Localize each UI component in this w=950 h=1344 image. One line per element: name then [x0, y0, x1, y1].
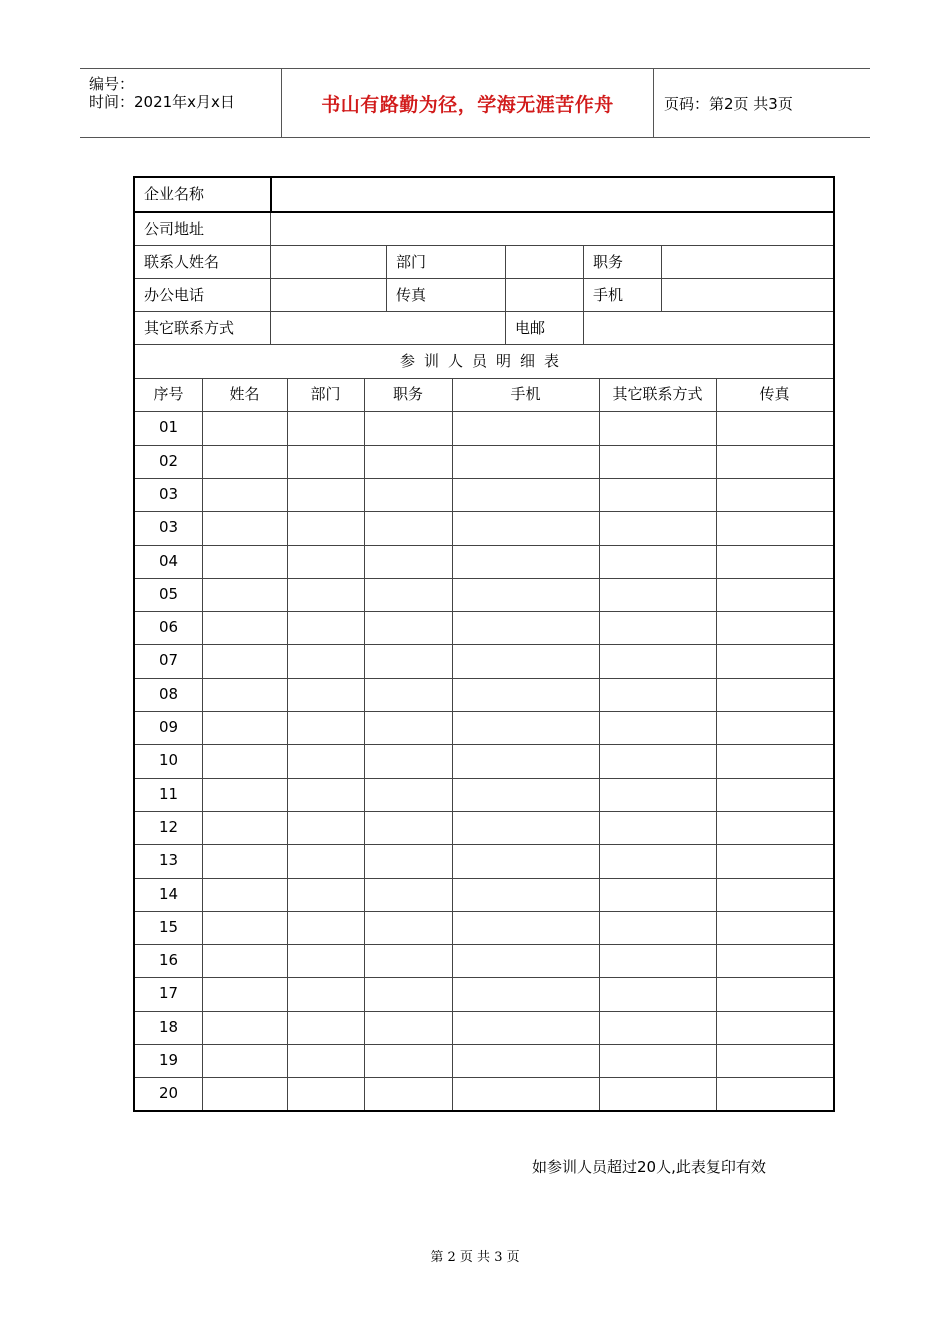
cell-department[interactable]	[287, 744, 364, 777]
grid-line	[599, 378, 600, 1110]
grid-line	[583, 245, 584, 344]
cell-fax[interactable]	[716, 778, 833, 811]
grid-line	[135, 611, 833, 612]
contact-department-field[interactable]	[506, 246, 584, 279]
cell-mobile[interactable]	[452, 878, 599, 911]
cell-mobile[interactable]	[452, 977, 599, 1010]
cell-department[interactable]	[287, 678, 364, 711]
cell-mobile[interactable]	[452, 445, 599, 478]
grid-line	[135, 744, 833, 745]
cell-position[interactable]	[364, 1077, 452, 1110]
fax-label: 传真	[396, 286, 427, 304]
cell-department[interactable]	[287, 411, 364, 444]
cell-department[interactable]	[287, 445, 364, 478]
cell-mobile[interactable]	[452, 411, 599, 444]
cell-mobile[interactable]	[452, 478, 599, 511]
grid-line	[135, 1044, 833, 1045]
column-header-fax: 传真	[759, 385, 790, 403]
cell-mobile[interactable]	[452, 711, 599, 744]
cell-position[interactable]	[364, 411, 452, 444]
cell-name[interactable]	[202, 744, 287, 777]
grid-line	[135, 378, 833, 379]
cell-position[interactable]	[364, 711, 452, 744]
grid-line	[270, 213, 271, 344]
cell-other-contact[interactable]	[599, 911, 716, 944]
email-label: 电邮	[515, 319, 546, 337]
row-number: 02	[158, 451, 179, 470]
cell-other-contact[interactable]	[599, 944, 716, 977]
cell-fax[interactable]	[716, 1044, 833, 1077]
cell-department[interactable]	[287, 944, 364, 977]
grid-line	[135, 1077, 833, 1078]
cell-position[interactable]	[364, 944, 452, 977]
cell-name[interactable]	[202, 545, 287, 578]
grid-line	[135, 844, 833, 845]
grid-line	[270, 178, 272, 212]
cell-name[interactable]	[202, 711, 287, 744]
cell-position[interactable]	[364, 778, 452, 811]
grid-line	[716, 378, 717, 1110]
cell-other-contact[interactable]	[599, 1044, 716, 1077]
cell-fax[interactable]	[716, 878, 833, 911]
grid-line	[135, 678, 833, 679]
cell-fax[interactable]	[716, 744, 833, 777]
cell-fax[interactable]	[716, 911, 833, 944]
cell-other-contact[interactable]	[599, 644, 716, 677]
grid-line	[135, 311, 833, 312]
row-number: 18	[158, 1017, 179, 1036]
cell-fax[interactable]	[716, 1011, 833, 1044]
cell-fax[interactable]	[716, 411, 833, 444]
cell-mobile[interactable]	[452, 678, 599, 711]
grid-line	[135, 211, 833, 213]
cell-position[interactable]	[364, 578, 452, 611]
cell-department[interactable]	[287, 778, 364, 811]
grid-line	[135, 344, 833, 345]
grid-line	[135, 811, 833, 812]
cell-department[interactable]	[287, 511, 364, 544]
registration-form	[133, 176, 835, 1112]
cell-mobile[interactable]	[452, 1011, 599, 1044]
cell-department[interactable]	[287, 1011, 364, 1044]
cell-name[interactable]	[202, 977, 287, 1010]
contact-name-label: 联系人姓名	[144, 253, 220, 271]
office-phone-label: 办公电话	[144, 286, 205, 304]
row-number: 08	[158, 684, 179, 703]
cell-name[interactable]	[202, 511, 287, 544]
grid-line	[505, 245, 506, 344]
cell-fax[interactable]	[716, 445, 833, 478]
row-number: 03	[158, 518, 179, 537]
cell-other-contact[interactable]	[599, 811, 716, 844]
document-time-label: 时间：2021年x月x日	[89, 93, 235, 111]
cell-department[interactable]	[287, 1077, 364, 1110]
mobile-field[interactable]	[662, 279, 833, 312]
page-code: 页码：第2页 共3页	[664, 94, 793, 113]
cell-name[interactable]	[202, 411, 287, 444]
cell-position[interactable]	[364, 911, 452, 944]
cell-name[interactable]	[202, 1044, 287, 1077]
other-contact-field[interactable]	[271, 312, 506, 345]
cell-fax[interactable]	[716, 611, 833, 644]
row-number: 16	[158, 951, 179, 970]
cell-other-contact[interactable]	[599, 744, 716, 777]
cell-position[interactable]	[364, 511, 452, 544]
cell-fax[interactable]	[716, 977, 833, 1010]
cell-other-contact[interactable]	[599, 545, 716, 578]
row-number: 12	[158, 817, 179, 836]
cell-name[interactable]	[202, 578, 287, 611]
grid-line	[135, 778, 833, 779]
row-number: 09	[158, 718, 179, 736]
cell-fax[interactable]	[716, 944, 833, 977]
column-header-name: 姓名	[229, 385, 260, 403]
cell-mobile[interactable]	[452, 778, 599, 811]
row-number: 19	[158, 1051, 179, 1069]
other-contact-label: 其它联系方式	[144, 319, 235, 337]
column-header-position: 职务	[392, 385, 423, 403]
company-name-label: 企业名称	[144, 185, 205, 203]
grid-line	[135, 711, 833, 712]
row-number: 20	[158, 1084, 179, 1103]
cell-other-contact[interactable]	[599, 611, 716, 644]
cell-other-contact[interactable]	[599, 778, 716, 811]
grid-line	[135, 445, 833, 446]
contact-position-label: 职务	[593, 253, 624, 271]
office-phone-field[interactable]	[271, 279, 387, 312]
cell-name[interactable]	[202, 1077, 287, 1110]
cell-mobile[interactable]	[452, 511, 599, 544]
cell-position[interactable]	[364, 878, 452, 911]
copy-note: 如参训人员超过20人,此表复印有效	[532, 1158, 766, 1176]
cell-position[interactable]	[364, 744, 452, 777]
mobile-label: 手机	[593, 286, 624, 304]
cell-mobile[interactable]	[452, 744, 599, 777]
cell-position[interactable]	[364, 811, 452, 844]
cell-department[interactable]	[287, 478, 364, 511]
grid-line	[135, 511, 833, 512]
cell-department[interactable]	[287, 578, 364, 611]
cell-other-contact[interactable]	[599, 977, 716, 1010]
cell-name[interactable]	[202, 445, 287, 478]
grid-line	[135, 944, 833, 945]
cell-fax[interactable]	[716, 844, 833, 877]
grid-line	[135, 977, 833, 978]
column-header-mobile: 手机	[510, 385, 541, 403]
cell-name[interactable]	[202, 844, 287, 877]
row-number: 05	[158, 584, 179, 603]
row-number: 03	[158, 484, 179, 503]
grid-line	[135, 644, 833, 645]
cell-other-contact[interactable]	[599, 844, 716, 877]
cell-department[interactable]	[287, 911, 364, 944]
cell-position[interactable]	[364, 644, 452, 677]
cell-other-contact[interactable]	[599, 678, 716, 711]
grid-line	[287, 378, 288, 1110]
cell-fax[interactable]	[716, 545, 833, 578]
cell-name[interactable]	[202, 811, 287, 844]
contact-department-label: 部门	[396, 253, 427, 271]
grid-line	[135, 1011, 833, 1012]
row-number: 01	[158, 418, 179, 437]
cell-mobile[interactable]	[452, 1077, 599, 1110]
cell-department[interactable]	[287, 977, 364, 1010]
row-number: 13	[158, 851, 179, 870]
company-name-field[interactable]	[272, 178, 833, 211]
cell-mobile[interactable]	[452, 844, 599, 877]
grid-line	[135, 245, 833, 246]
cell-name[interactable]	[202, 944, 287, 977]
cell-name[interactable]	[202, 478, 287, 511]
grid-line	[452, 378, 453, 1110]
grid-line	[364, 378, 365, 1110]
column-header-other-contact: 其它联系方式	[612, 385, 703, 403]
cell-name[interactable]	[202, 878, 287, 911]
cell-department[interactable]	[287, 611, 364, 644]
contact-position-field[interactable]	[662, 246, 833, 279]
cell-position[interactable]	[364, 545, 452, 578]
cell-position[interactable]	[364, 977, 452, 1010]
cell-position[interactable]	[364, 844, 452, 877]
address-label: 公司地址	[144, 220, 205, 238]
grid-line	[135, 911, 833, 912]
row-number: 11	[158, 784, 179, 803]
cell-position[interactable]	[364, 1011, 452, 1044]
cell-other-contact[interactable]	[599, 478, 716, 511]
grid-line	[135, 578, 833, 579]
cell-fax[interactable]	[716, 511, 833, 544]
grid-line	[135, 545, 833, 546]
cell-fax[interactable]	[716, 678, 833, 711]
cell-name[interactable]	[202, 678, 287, 711]
cell-name[interactable]	[202, 778, 287, 811]
grid-line	[135, 278, 833, 279]
cell-mobile[interactable]	[452, 811, 599, 844]
email-field[interactable]	[585, 312, 833, 345]
grid-line	[386, 245, 387, 311]
page-footer: 第 2 页 共 3 页	[430, 1250, 520, 1265]
cell-fax[interactable]	[716, 644, 833, 677]
cell-mobile[interactable]	[452, 578, 599, 611]
cell-position[interactable]	[364, 678, 452, 711]
cell-position[interactable]	[364, 611, 452, 644]
grid-line	[135, 478, 833, 479]
address-field[interactable]	[271, 213, 833, 246]
cell-name[interactable]	[202, 1011, 287, 1044]
cell-department[interactable]	[287, 811, 364, 844]
cell-position[interactable]	[364, 1044, 452, 1077]
cell-other-contact[interactable]	[599, 878, 716, 911]
row-number: 17	[158, 984, 179, 1003]
row-number: 07	[158, 651, 179, 670]
cell-name[interactable]	[202, 611, 287, 644]
contact-name-field[interactable]	[271, 246, 387, 279]
header-motto-cell	[282, 69, 654, 137]
cell-mobile[interactable]	[452, 944, 599, 977]
cell-department[interactable]	[287, 844, 364, 877]
cell-fax[interactable]	[716, 578, 833, 611]
table-title-text: 参训人员明细表	[399, 352, 568, 370]
cell-mobile[interactable]	[452, 545, 599, 578]
motto: 书山有路勤为径，学海无涯苦作舟	[321, 93, 614, 116]
cell-department[interactable]	[287, 1044, 364, 1077]
header-info	[80, 69, 282, 137]
cell-other-contact[interactable]	[599, 411, 716, 444]
cell-fax[interactable]	[716, 478, 833, 511]
cell-mobile[interactable]	[452, 1044, 599, 1077]
header-page-cell	[654, 69, 870, 137]
cell-fax[interactable]	[716, 811, 833, 844]
cell-department[interactable]	[287, 878, 364, 911]
cell-department[interactable]	[287, 644, 364, 677]
cell-name[interactable]	[202, 644, 287, 677]
fax-field[interactable]	[506, 279, 584, 312]
document-number-label: 编号：	[89, 75, 135, 93]
grid-line	[135, 878, 833, 879]
cell-other-contact[interactable]	[599, 1011, 716, 1044]
cell-fax[interactable]	[716, 711, 833, 744]
grid-line	[135, 411, 833, 412]
grid-line	[202, 378, 203, 1110]
row-number: 10	[158, 751, 179, 770]
cell-position[interactable]	[364, 478, 452, 511]
grid-line	[661, 245, 662, 311]
cell-other-contact[interactable]	[599, 1077, 716, 1110]
page-header	[80, 68, 870, 138]
cell-position[interactable]	[364, 445, 452, 478]
cell-other-contact[interactable]	[599, 445, 716, 478]
row-number: 06	[158, 618, 179, 637]
column-header-index: 序号	[153, 385, 184, 403]
cell-other-contact[interactable]	[599, 711, 716, 744]
cell-other-contact[interactable]	[599, 511, 716, 544]
cell-fax[interactable]	[716, 1077, 833, 1110]
table-title	[135, 345, 833, 378]
cell-mobile[interactable]	[452, 644, 599, 677]
row-number: 14	[158, 884, 179, 903]
row-number: 04	[158, 551, 179, 570]
column-header-department: 部门	[310, 385, 341, 403]
row-number: 15	[158, 917, 179, 936]
cell-mobile[interactable]	[452, 611, 599, 644]
cell-other-contact[interactable]	[599, 578, 716, 611]
cell-name[interactable]	[202, 911, 287, 944]
cell-mobile[interactable]	[452, 911, 599, 944]
cell-department[interactable]	[287, 545, 364, 578]
cell-department[interactable]	[287, 711, 364, 744]
